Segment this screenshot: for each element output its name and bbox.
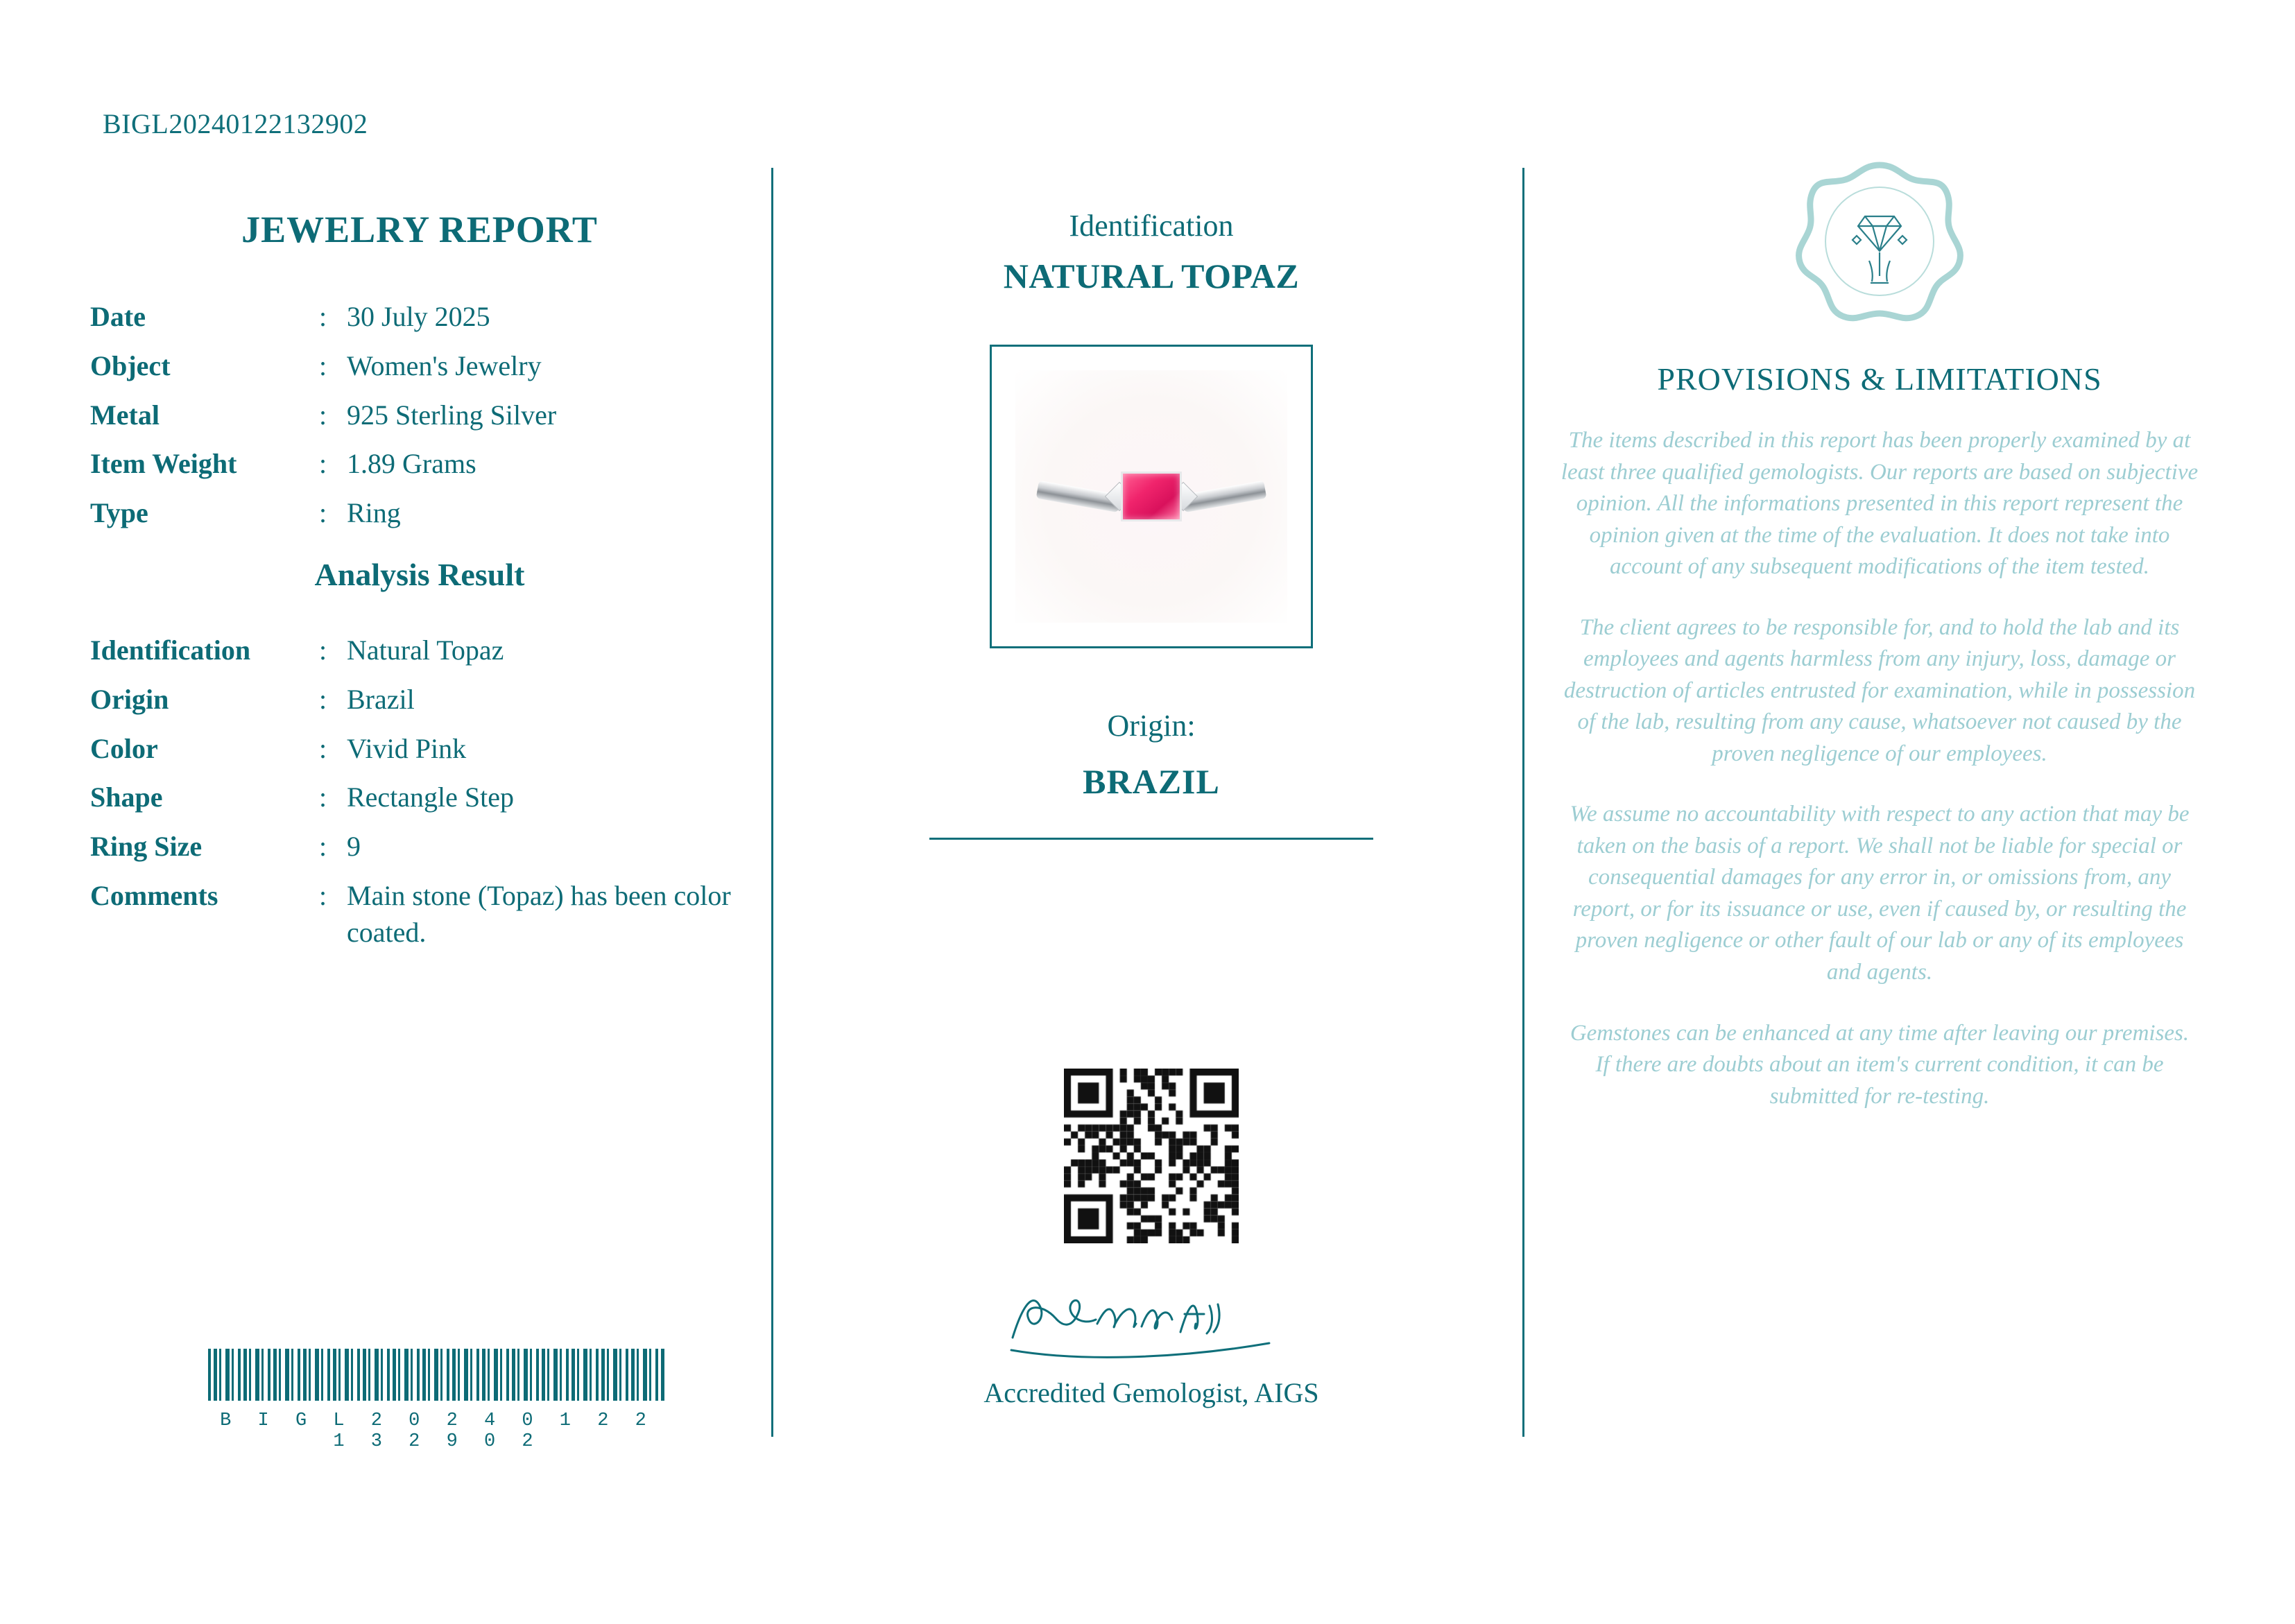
spec-value: Vivid Pink xyxy=(347,732,467,764)
table-row xyxy=(90,440,749,489)
identification-label: Identification xyxy=(1069,209,1234,243)
spec-label: Type xyxy=(90,497,148,529)
spec-colon: : xyxy=(319,831,327,863)
signature-icon xyxy=(992,1284,1311,1367)
photo-background xyxy=(1015,370,1287,623)
spec-colon: : xyxy=(319,497,327,529)
origin-value: BRAZIL xyxy=(1083,762,1220,801)
report-number: BIGL20240122132902 xyxy=(103,108,368,139)
spec-value: 30 July 2025 xyxy=(347,301,490,332)
spec-label: Origin xyxy=(90,683,169,715)
left-column xyxy=(90,208,749,958)
barcode-bars xyxy=(208,1349,666,1401)
table-row xyxy=(90,293,749,342)
provisions-paragraph: We assume no accountability with respect to any action that may be taken on the basis of a report. We shall not be liable for special or consequential damages for any error in, or omissions from, any report, or for its issuance or use, even if caused by, or resulting the proven negligence or other fault of our lab or any of its employees and agents. xyxy=(1570,802,2190,985)
table-row xyxy=(90,725,749,774)
spec-label: Shape xyxy=(90,781,163,813)
qr-code-canvas[interactable] xyxy=(1064,1069,1239,1243)
spec-colon: : xyxy=(319,301,327,332)
ring-illustration xyxy=(1037,471,1266,522)
spec-label: Color xyxy=(90,732,158,764)
spec-label: Item Weight xyxy=(90,448,237,480)
provisions-title: PROVISIONS & LIMITATIONS xyxy=(1657,361,2102,397)
spec-colon: : xyxy=(319,634,327,666)
provisions-paragraph: The client agrees to be responsible for, and to hold the lab and its employees and agents harmless from any injury, loss, damage or destruction of articles entrusted for examination, while in possession of the lab, resulting from any cause, whatsoever not caused by the proven negligence of our employees. xyxy=(1563,614,2196,766)
spec-value: Rectangle Step xyxy=(347,781,515,813)
analysis-table xyxy=(90,626,749,958)
origin-label: Origin: xyxy=(1107,709,1196,743)
barcode xyxy=(201,1349,673,1452)
spec-value: 925 Sterling Silver xyxy=(347,399,557,431)
spec-label: Metal xyxy=(90,399,160,431)
spec-value: 9 xyxy=(347,831,361,863)
spec-value: Ring xyxy=(347,497,401,529)
spec-value: Main stone (Topaz) has been color coated. xyxy=(347,879,731,948)
qr-code[interactable] xyxy=(1064,1069,1239,1243)
spec-colon: : xyxy=(319,683,327,715)
spec-colon: : xyxy=(319,879,327,911)
table-row xyxy=(90,391,749,440)
table-row xyxy=(90,773,749,822)
provisions-paragraph: The items described in this report has been properly examined by at least three qualified gemologists. Our reports are based on subjective opinion. All the informations presented in this report represent the opinion given at the time of the evaluation. It does not take into account of any subsequent modifications of the item tested. xyxy=(1561,428,2199,580)
gemologist-caption: Accredited Gemologist, AIGS xyxy=(983,1377,1319,1408)
lab-seal-icon xyxy=(1793,159,1966,333)
table-row xyxy=(90,626,749,675)
gemstone-photo xyxy=(990,345,1313,648)
spec-label: Comments xyxy=(90,879,218,911)
seal-graphic xyxy=(1793,159,1966,333)
table-row xyxy=(90,489,749,538)
provisions-paragraph: Gemstones can be enhanced at any time after leaving our premises. If there are doubts about an item's current condition, it can be submitted for re-testing. xyxy=(1570,1020,2190,1109)
spec-colon: : xyxy=(319,448,327,480)
spec-value: Women's Jewelry xyxy=(347,349,542,381)
page-title: JEWELRY REPORT xyxy=(241,209,598,250)
table-row xyxy=(90,675,749,725)
identification-value: NATURAL TOPAZ xyxy=(1003,257,1300,295)
table-row xyxy=(90,822,749,872)
spec-value: Brazil xyxy=(347,683,415,715)
spec-value: 1.89 Grams xyxy=(347,448,476,480)
analysis-result-heading: Analysis Result xyxy=(314,556,525,592)
signature xyxy=(805,1284,1498,1374)
specification-table xyxy=(90,293,749,538)
vertical-divider-left xyxy=(771,168,773,1437)
spec-colon: : xyxy=(319,349,327,381)
middle-column xyxy=(805,208,1498,1409)
spec-label: Date xyxy=(90,301,146,332)
table-row xyxy=(90,872,749,958)
barcode-label: B I G L 2 0 2 4 0 1 2 2 1 3 2 9 0 2 xyxy=(220,1410,654,1452)
main-gemstone xyxy=(1121,472,1182,521)
spec-label: Identification xyxy=(90,634,251,666)
right-column xyxy=(1554,159,2206,1141)
spec-colon: : xyxy=(319,732,327,764)
table-row xyxy=(90,342,749,391)
spec-label: Object xyxy=(90,349,171,381)
vertical-divider-right xyxy=(1522,168,1524,1437)
horizontal-divider xyxy=(929,838,1373,840)
spec-label: Ring Size xyxy=(90,831,203,863)
spec-colon: : xyxy=(319,781,327,813)
spec-colon: : xyxy=(319,399,327,431)
spec-value: Natural Topaz xyxy=(347,634,504,666)
